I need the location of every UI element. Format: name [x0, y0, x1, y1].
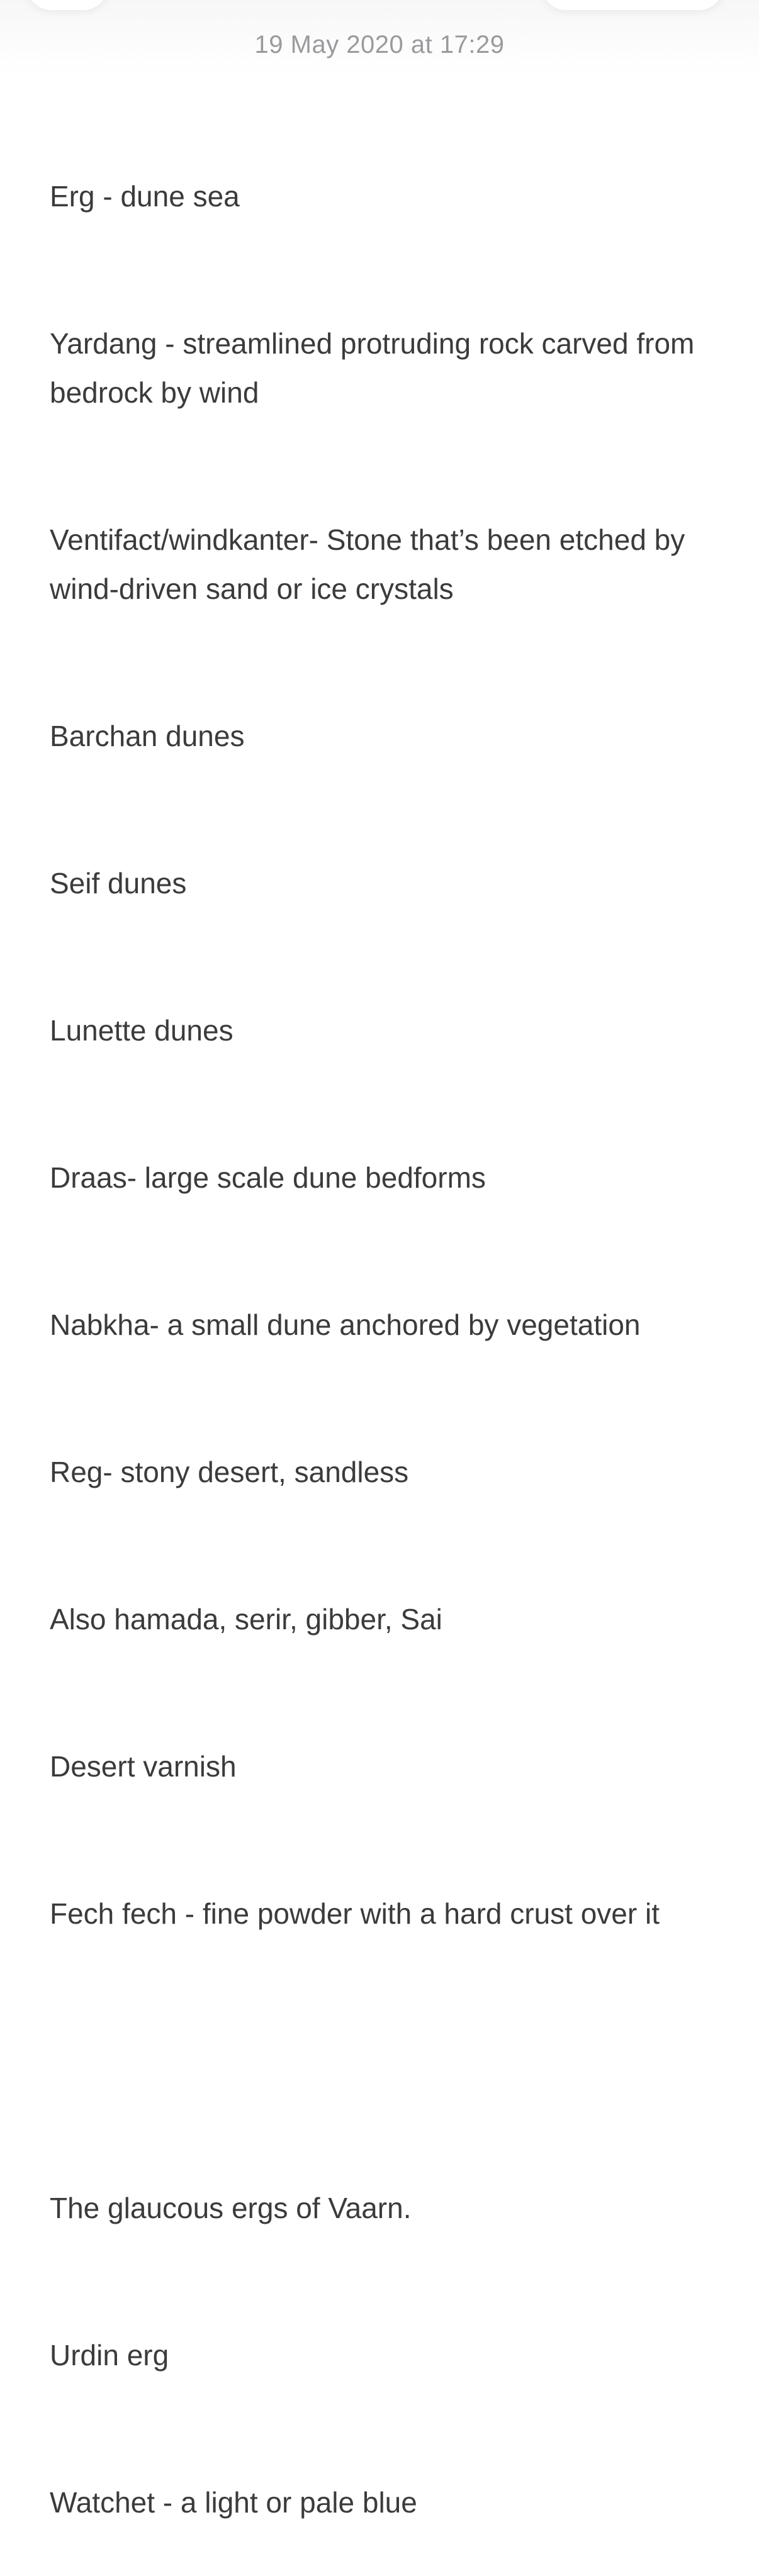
note-line: The glaucous ergs of Vaarn.: [50, 2192, 412, 2224]
note-timestamp: 19 May 2020 at 17:29: [254, 31, 505, 59]
note-line: Also hamada, serir, gibber, Sai: [50, 1603, 442, 1636]
note-line: Draas- large scale dune bedforms: [50, 1161, 486, 1194]
note-line: Lunette dunes: [50, 1014, 233, 1047]
note-line: Seif dunes: [50, 867, 187, 900]
note-body[interactable]: [50, 74, 717, 2576]
note-line: Desert varnish: [50, 1750, 237, 1783]
note-line-blank: [50, 2036, 717, 2085]
toolbar-actions-button[interactable]: [541, 0, 724, 10]
note-line: Reg- stony desert, sandless: [50, 1456, 409, 1488]
note-line: Watchet - a light or pale blue: [50, 2486, 417, 2519]
note-line: Barchan dunes: [50, 720, 245, 752]
note-line: Yardang - streamlined protruding rock carved from bedrock by wind: [50, 327, 703, 409]
note-line: Ventifact/windkanter- Stone that’s been etched by wind-driven sand or ice crystals: [50, 523, 694, 605]
note-line: Fech fech - fine powder with a hard crust over it: [50, 1897, 660, 1930]
note-line: Nabkha- a small dune anchored by vegetation: [50, 1308, 641, 1341]
back-button[interactable]: [26, 0, 108, 10]
note-line: Erg - dune sea: [50, 180, 240, 213]
note-line: Urdin erg: [50, 2339, 169, 2372]
